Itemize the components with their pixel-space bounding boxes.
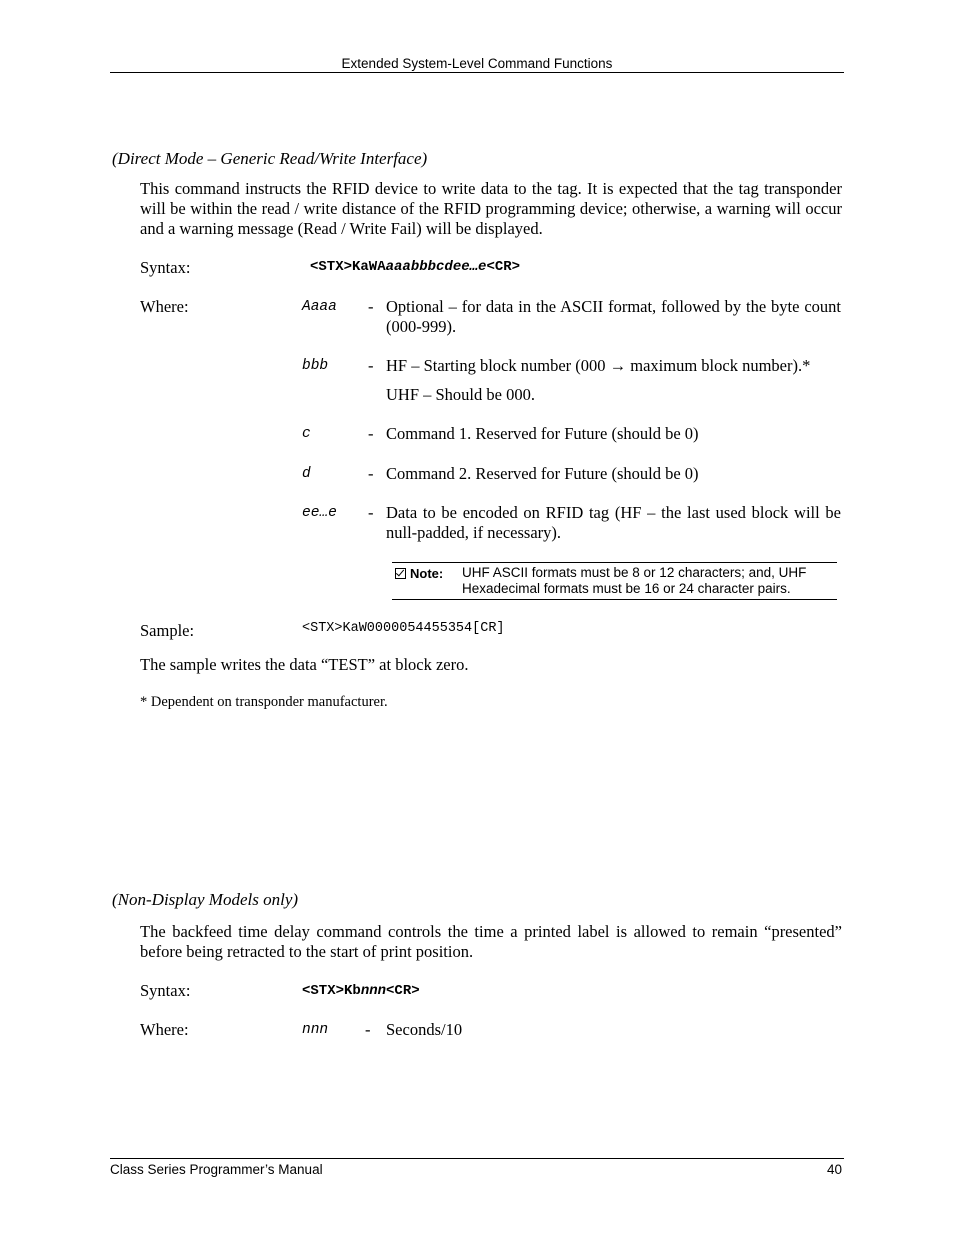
param-dash: -	[368, 464, 374, 483]
note-label	[395, 566, 443, 581]
sample-code: <STX>KaW0000054455354[CR]	[302, 621, 505, 636]
param-name: d	[302, 466, 311, 482]
param-name: ee…e	[302, 505, 337, 521]
param-dash: -	[368, 356, 374, 375]
sample-label: Sample:	[140, 621, 195, 640]
syntax-params: nnn	[360, 983, 387, 999]
header-rule	[110, 72, 844, 73]
syntax-suffix: <CR>	[386, 983, 420, 999]
syntax-suffix: <CR>	[486, 259, 521, 275]
param-desc: Command 2. Reserved for Future (should be 0)	[386, 464, 699, 483]
syntax-label: Syntax:	[140, 258, 191, 277]
where-label: Where:	[140, 1020, 189, 1039]
note-text: UHF ASCII formats must be 8 or 12 characters; and, UHF Hexadecimal formats must be 16 or 24 character pairs.	[462, 565, 807, 596]
param-desc-continued: UHF – Should be 000.	[386, 385, 535, 404]
section-1-subtitle: (Direct Mode – Generic Read/Write Interface)	[112, 149, 428, 168]
footer-manual-title: Class Series Programmer’s Manual	[110, 1162, 323, 1177]
footnote: * Dependent on transponder manufacturer.	[140, 694, 388, 710]
param-desc: Command 1. Reserved for Future (should be 0)	[386, 424, 699, 443]
footer-rule	[110, 1158, 844, 1159]
syntax-params: aaabbbcdee…e	[385, 259, 487, 275]
page-number: 40	[826, 1162, 842, 1177]
syntax-code	[310, 259, 520, 275]
param-name: c	[302, 426, 311, 442]
param-name: nnn	[302, 1022, 329, 1038]
syntax-label: Syntax:	[140, 981, 191, 1000]
note-box	[392, 562, 837, 600]
param-name: Aaaa	[302, 299, 337, 315]
section-2-description: The backfeed time delay command controls the time a printed label is allowed to remain “presented” before being retracted to the start of print position.	[140, 922, 842, 961]
param-dash: -	[368, 503, 374, 522]
param-desc: Data to be encoded on RFID tag (HF – the last used block will be null-padded, if necessary).	[386, 503, 841, 542]
param-desc: Optional – for data in the ASCII format, followed by the byte count (000-999).	[386, 297, 841, 336]
checkbox-icon	[395, 568, 406, 579]
note-label-text: Note:	[410, 566, 444, 581]
section-2-subtitle: (Non-Display Models only)	[112, 890, 299, 909]
syntax-prefix: <STX>Kb	[302, 983, 361, 999]
sample-explanation: The sample writes the data “TEST” at block zero.	[140, 655, 469, 674]
syntax-prefix: <STX>KaWA	[310, 259, 386, 275]
syntax-code	[302, 983, 420, 999]
section-1-description: This command instructs the RFID device to write data to the tag. It is expected that the tag transponder will be within the read / write distance of the RFID programming device; otherwise, a warning will occur and a warning message (Read / Write Fail) will be displayed.	[140, 179, 842, 238]
param-dash: -	[368, 424, 374, 443]
param-dash: -	[365, 1020, 371, 1039]
param-desc: Seconds/10	[386, 1020, 463, 1039]
param-name: bbb	[302, 358, 329, 374]
param-desc: HF – Starting block number (000 → maximum block number).*	[386, 356, 811, 375]
running-header: Extended System-Level Command Functions	[341, 56, 613, 71]
param-dash: -	[368, 297, 374, 316]
where-label: Where:	[140, 297, 189, 316]
